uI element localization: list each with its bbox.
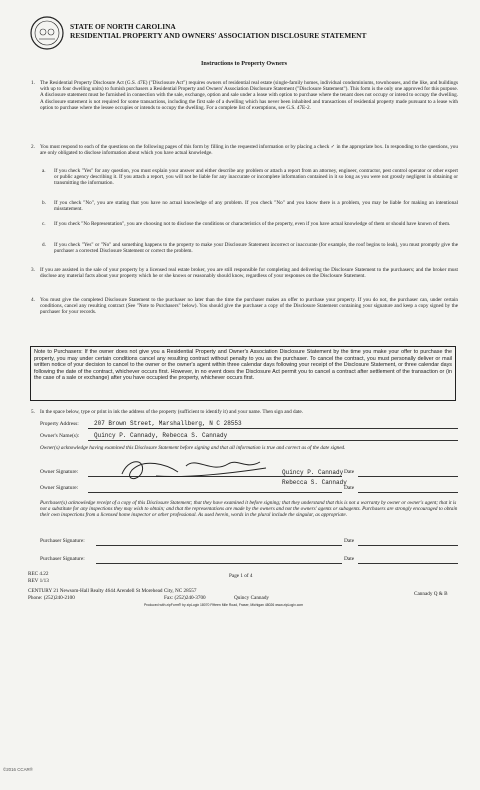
- item-5-number: 5.: [31, 409, 35, 415]
- owner-signature-name-1: Quincy P. Cannady: [282, 469, 344, 476]
- owners-name-field[interactable]: Quincy P. Cannady, Rebecca S. Cannady: [94, 432, 228, 439]
- owner-signature-label-1: Owner Signature:: [40, 469, 79, 475]
- owner-date-field-2[interactable]: [358, 492, 458, 493]
- item-4-text: You must give the completed Disclosure Statement to the purchaser no later than the time the purchaser makes an offer to purchase your property. If you do not, the purchaser can, under certain conditions, cancel any resulting contract (See "Note to Purchasers" below). You should give the purchaser a copy of the Disclosure Statement containing your signature and keep a copy signed by the purchaser for your records.: [40, 297, 458, 316]
- item-b-letter: b.: [42, 200, 46, 206]
- form-code: REC 4.22: [28, 571, 49, 577]
- purchaser-acknowledgement: Purchaser(s) acknowledge receipt of a copy of this Disclosure Statement; that they have examined it before signing; that they understand that this is not a warranty by owner or owner's agent; that it is not a substitute for any inspections they may wish to obtain; and that the representations are made by the owners and not the owners' agents or subagents. Purchasers are strongly encouraged to obtain their own inspections from a licensed home inspector or other professional. As used herein, words in the plural include the singular, as appropriate.: [40, 500, 458, 519]
- property-address-line: [88, 428, 458, 429]
- brokerage-phone: Phone: (252)240-2100: [28, 595, 75, 601]
- item-c-letter: c.: [42, 221, 46, 227]
- form-title: RESIDENTIAL PROPERTY AND OWNERS' ASSOCIATION DISCLOSURE STATEMENT: [70, 31, 367, 40]
- state-heading: STATE OF NORTH CAROLINA: [70, 22, 176, 31]
- property-address-label: Property Address:: [40, 421, 79, 427]
- purchaser-signature-line-2[interactable]: [96, 563, 342, 564]
- owner-date-label-2: Date: [344, 485, 355, 491]
- item-2-text: You must respond to each of the questions on the following pages of this form by filling in the requested information or by placing a check ✓ in the appropriate box. In responding to the questions, you are only obligated to disclose information about which you have actual knowledge.: [40, 144, 458, 157]
- owner-signature-line-2[interactable]: [88, 492, 342, 493]
- purchaser-signature-label-1: Purchaser Signature:: [40, 538, 85, 544]
- copyright-mark: ©2016 CCAR®: [3, 767, 33, 772]
- disclosure-page: [24, 14, 464, 664]
- item-5-text: In the space below, type or print in ink the address of the property (sufficient to identify it) and your name. Then sign and date.: [40, 409, 303, 415]
- brokerage-info: CENTURY 21 Newsom-Hall Realty 4644 Arendell St Morehead City, NC 28557: [28, 588, 197, 594]
- brokerage-fax: Fax: (252)240-3700: [164, 595, 206, 601]
- producer-credit: Produced with zipForm® by zipLogix 18070 Fifteen Mile Road, Fraser, Michigan 48026 www.zipLogix.com: [144, 603, 304, 607]
- item-1-number: 1.: [31, 80, 35, 86]
- purchaser-signature-label-2: Purchaser Signature:: [40, 556, 85, 562]
- purchaser-date-label-1: Date: [344, 538, 355, 544]
- item-3-text: If you are assisted in the sale of your property by a licensed real estate broker, you are still responsible for completing and delivering the Disclosure Statement to the purchasers; and the broker must disclose any material facts about your property which he or she knows or reasonably should know, regardless of your responses on the Disclosure Statement.: [40, 267, 458, 280]
- page-number: Page 1 of 4: [229, 573, 253, 579]
- item-a-text: If you check "Yes" for any question, you must explain your answer and either describe any problem or attach a report from an attorney, engineer, contractor, pest control operator or other expert or public agency describing it. If you attach a report, you will not be liable for any inaccurate or incomplete information contained in it so long as you were not grossly negligent in obtaining or transmitting the information.: [54, 168, 458, 187]
- instructions-heading: Instructions to Property Owners: [201, 60, 287, 67]
- item-a-letter: a.: [42, 168, 46, 174]
- owner-date-label-1: Date: [344, 469, 355, 475]
- note-to-purchasers-box: Note to Purchasers: If the owner does not give you a Residential Property and Owner's Association Disclosure Statement by the time you make your offer to purchase the property, you may under certain conditions cancel any resulting contract without penalty to you as the purchaser. To cancel the contract, you must personally deliver or mail written notice of your decision to cancel to the owner or the owner's agent within three calendar days following your receipt of the Disclosure Statement, or three calendar days following the date of the contract, whichever occurs first. However, in no event does the Disclosure Act permit you to cancel a contract after settlement of the transaction or (in the case of a sale or exchange) after you have occupied the property, whichever occurs first.: [30, 346, 456, 401]
- item-d-letter: d.: [42, 242, 46, 248]
- owner-signature-label-2: Owner Signature:: [40, 485, 79, 491]
- state-seal-icon: [30, 16, 64, 50]
- item-d-text: If you check "Yes" or "No" and something happens to the property to make your Disclosure Statement incorrect or inaccurate (for example, the roof begins to leak), you must promptly give the purchaser a corrected Disclosure Statement or correct the problem.: [54, 242, 458, 255]
- item-b-text: If you check "No", you are stating that you have no actual knowledge of any problem. If you check "No" and you know there is a problem, you may be liable for making an intentional misstatement.: [54, 200, 458, 213]
- purchaser-date-field-1[interactable]: [358, 545, 458, 546]
- purchaser-date-label-2: Date: [344, 556, 355, 562]
- owner-signature-scrawl-icon: [116, 454, 276, 484]
- property-address-field[interactable]: 207 Brown Street, Marshallberg, N C 28553: [94, 420, 242, 427]
- document-name: Cannady Q & B: [414, 591, 448, 597]
- owners-name-label: Owner's Name(s):: [40, 433, 80, 439]
- agent-name: Quincy Cannady: [234, 595, 270, 601]
- purchaser-signature-line-1[interactable]: [96, 545, 342, 546]
- purchaser-date-field-2[interactable]: [358, 563, 458, 564]
- owner-date-field-1[interactable]: [358, 476, 458, 477]
- item-3-number: 3.: [31, 267, 35, 273]
- item-2-number: 2.: [31, 144, 35, 150]
- form-revision: REV 1/13: [28, 578, 49, 584]
- item-4-number: 4.: [31, 297, 35, 303]
- owners-name-line: [88, 440, 458, 441]
- item-c-text: If you check "No Representation", you are choosing not to disclose the conditions or characteristics of the property, even if you have actual knowledge of them or should have known of them.: [54, 221, 451, 227]
- owner-acknowledgement: Owner(s) acknowledge having examined this Disclosure Statement before signing and that all information is true and correct as of the date signed.: [40, 445, 346, 451]
- item-1-text: The Residential Property Disclosure Act (G.S. 47E) ("Disclosure Act") requires owners of residential real estate (single-family homes, individual condominiums, townhouses, and the like, and buildings with up to four dwelling units) to furnish purchasers a Residential Property and Owners' Association Disclosure Statement ("Disclosure Statement"). This form is the only one approved for this purpose. A disclosure statement must be furnished in connection with the sale, exchange, option and sale under a lease with option to purchase where the tenant does not occupy or intend to occupy the dwelling. A disclosure statement is not required for some transactions, including the first sale of a dwelling which has never been inhabited and transactions of residential property made pursuant to a lease with option to purchase where the lessee occupies or intends to occupy the dwelling. For a complete list of exemptions, see G.S. 47E-2.: [40, 80, 458, 111]
- owner-signature-name-2: Rebecca S. Cannady: [282, 479, 347, 486]
